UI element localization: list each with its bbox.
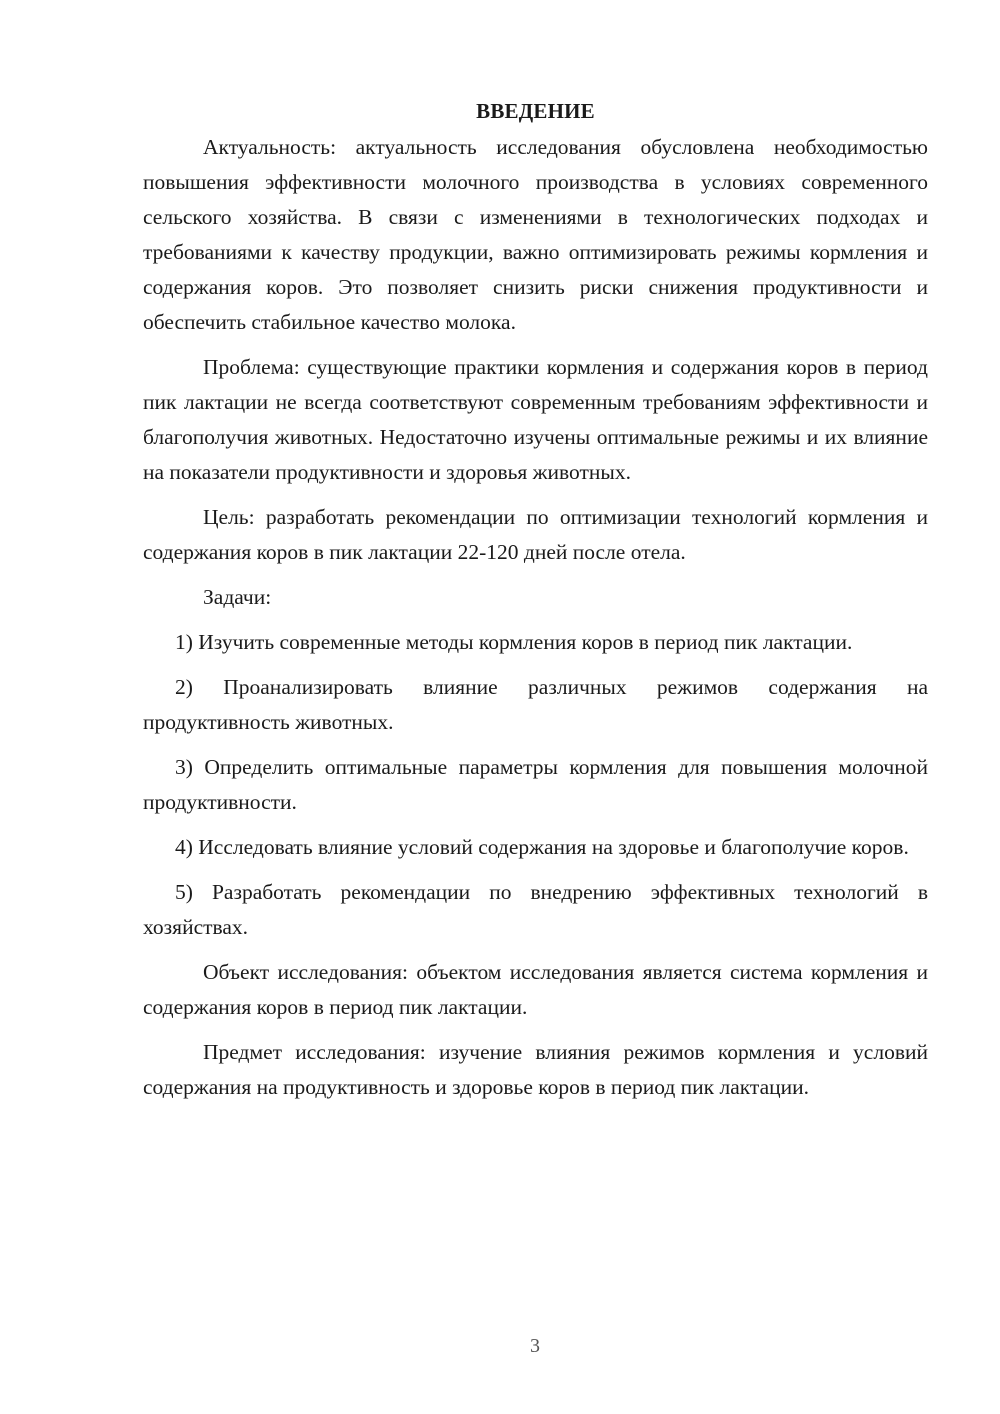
tasks-heading: Задачи: bbox=[203, 585, 272, 609]
goal-paragraph: Цель: разработать рекомендации по оптимизации технологий кормления и содержания коров в пик лактации 22-120 дней после отела. bbox=[143, 505, 928, 564]
problem-paragraph: Проблема: существующие практики кормления и содержания коров в период пик лактации не всегда соответствуют современным требованиям эффективности и благополучия животных. Недостаточно изучены оптимальные режимы и их влияние на показатели продуктивности и здоровья животных. bbox=[143, 355, 928, 484]
research-object-paragraph: Объект исследования: объектом исследования является система кормления и содержания коров в период пик лактации. bbox=[143, 960, 928, 1019]
task-item: 3) Определить оптимальные параметры кормления для повышения молочной продуктивности. bbox=[143, 755, 928, 814]
task-item: 5) Разработать рекомендации по внедрению эффективных технологий в хозяйствах. bbox=[143, 880, 928, 939]
task-item: 4) Исследовать влияние условий содержания на здоровье и благополучие коров. bbox=[175, 835, 909, 859]
page-title: ВВЕДЕНИЕ bbox=[476, 99, 595, 123]
task-item: 2) Проанализировать влияние различных режимов содержания на продуктивность животных. bbox=[143, 675, 928, 734]
task-item: 1) Изучить современные методы кормления коров в период пик лактации. bbox=[175, 630, 853, 654]
relevance-paragraph: Актуальность: актуальность исследования обусловлена необходимостью повышения эффективности молочного производства в условиях современного сельского хозяйства. В связи с изменениями в технологических подходах и требованиями к качеству продукции, важно оптимизировать режимы кормления и содержания коров. Это позволяет снизить риски снижения продуктивности и обеспечить стабильное качество молока. bbox=[143, 135, 928, 334]
page-number: 3 bbox=[530, 1335, 540, 1357]
research-subject-paragraph: Предмет исследования: изучение влияния режимов кормления и условий содержания на продуктивность и здоровье коров в период пик лактации. bbox=[143, 1040, 928, 1099]
document-page bbox=[143, 94, 928, 1115]
